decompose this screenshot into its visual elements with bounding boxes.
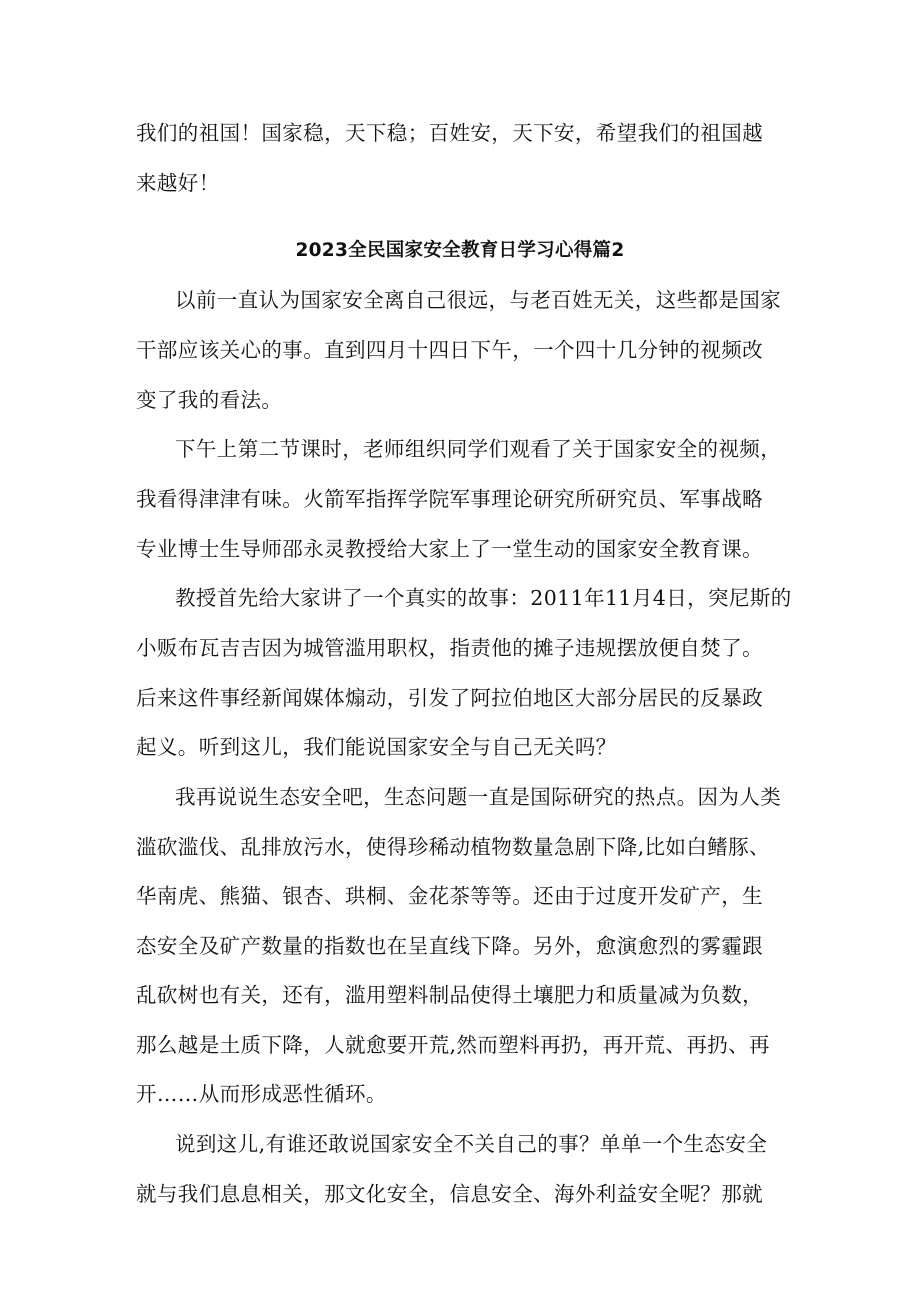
paragraph-line: 起义。听到这儿，我们能说国家安全与自己无关吗？ — [136, 735, 617, 759]
paragraph-line: 以前一直认为国家安全离自己很远，与老百姓无关，这些都是国家 — [175, 288, 782, 312]
section-title: 2023全民国家安全教育日学习心得篇2 — [295, 240, 625, 261]
paragraph-line: 小贩布瓦吉吉因为城管滥用职权，指责他的摊子违规摆放便自焚了。 — [136, 636, 763, 660]
paragraph-line: 干部应该关心的事。直到四月十四日下午，一个四十几分钟的视频改 — [136, 338, 763, 362]
paragraph-line: 变了我的看法。 — [136, 388, 283, 412]
paragraph-line: 下午上第二节课时，老师组织同学们观看了关于国家安全的视频， — [175, 437, 782, 461]
paragraph-line: 就与我们息息相关，那文化安全，信息安全、海外利益安全呢？那就 — [136, 1182, 763, 1206]
paragraph-line: 说到这儿,有谁还敢说国家安全不关自己的事？单单一个生态安全 — [175, 1132, 768, 1156]
paragraph-line: 那么越是土质下降，人就愈要开荒,然而塑料再扔，再开荒、再扔、再 — [136, 1033, 770, 1057]
paragraph-line: 专业博士生导师邵永灵教授给大家上了一堂生动的国家安全教育课。 — [136, 537, 763, 561]
paragraph-line: 态安全及矿产数量的指数也在呈直线下降。另外，愈演愈烈的雾霾跟 — [136, 934, 763, 958]
paragraph-line: 乱砍树也有关，还有，滥用塑料制品使得土壤肥力和质量减为负数， — [136, 983, 763, 1007]
paragraph-line: 滥砍滥伐、乱排放污水，使得珍稀动植物数量急剧下降,比如白鳍豚、 — [136, 835, 770, 859]
paragraph-line: 我看得津津有味。火箭军指挥学院军事理论研究所研究员、军事战略 — [136, 487, 763, 511]
paragraph-line: 我再说说生态安全吧，生态问题一直是国际研究的热点。因为人类 — [175, 785, 782, 809]
intro-line-1: 我们的祖国！国家稳，天下稳；百姓安，天下安，希望我们的祖国越 — [136, 121, 763, 145]
paragraph-line: 教授首先给大家讲了一个真实的故事：2011年11月4日，突尼斯的 — [175, 586, 792, 610]
paragraph-line: 后来这件事经新闻媒体煽动，引发了阿拉伯地区大部分居民的反暴政 — [136, 686, 763, 710]
paragraph-line: 开……从而形成恶性循环。 — [136, 1082, 387, 1106]
paragraph-line: 华南虎、熊猫、银杏、珙桐、金花茶等等。还由于过度开发矿产，生 — [136, 884, 763, 908]
intro-line-2: 来越好！ — [136, 171, 220, 195]
